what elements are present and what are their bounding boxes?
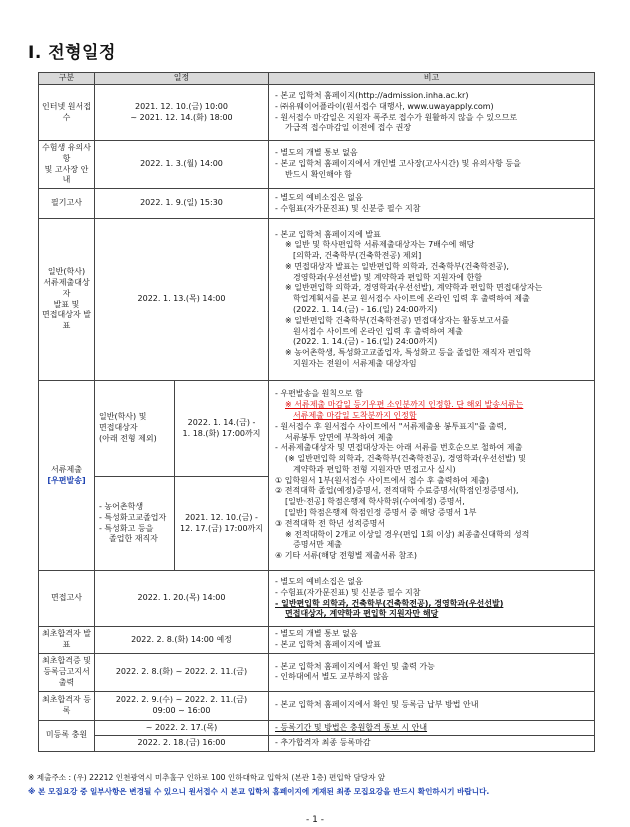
row-category: 필기고사 (39, 189, 95, 219)
remark-line: (※ 일반편입학 의학과, 건축학부(건축학전공), 경영학과(우선선발) 및 (285, 454, 527, 464)
date-line: ~ 2021. 12. 14.(화) 18:00 (130, 112, 233, 122)
remark-line: 서류봉투 앞면에 부착하여 제출 (285, 432, 394, 442)
remark-line: ※ 전적대학이 2개교 이상일 경우(편입 1회 이상) 최종출신대학의 성적 (285, 529, 530, 539)
remark-line: ※ 농어촌학생, 특성화고교졸업자, 특성화고 등을 졸업한 재직자 편입학 (285, 348, 531, 358)
remark-line: 지원자는 전원이 서류제출 대상자임 (293, 359, 417, 369)
schedule-table (38, 72, 595, 752)
date-line: 2021. 12. 10.(금) 10:00 (134, 101, 228, 111)
remark-warning: 서류제출 마감일 도착분까지 인정함 (293, 410, 417, 420)
remark-line: - 원서접수 후 원서접수 사이트에서 "서류제출용 봉투표지"를 출력, (275, 421, 507, 431)
table-row (39, 654, 595, 691)
remark-line: - ㈜유웨이어플라이(원서접수 대행사, www.uwayapply.com) (275, 101, 494, 111)
row-category (39, 219, 95, 381)
sub-date (175, 381, 269, 477)
remark-line: 반드시 확인해야 함 (285, 169, 352, 179)
row-date (95, 85, 269, 141)
remark-line: ※ 일반편입학 건축학부(건축학전공) 면접대상자는 활동보고서를 (285, 315, 510, 325)
row-date: 2022. 2. 8.(화) ~ 2022. 2. 11.(금) (95, 654, 269, 691)
row-category: 미등록 충원 (39, 720, 95, 752)
row-category: 면접고사 (39, 571, 95, 627)
table-row (39, 736, 595, 752)
remark-line: - 별도의 예비소집은 없음 (275, 192, 363, 202)
date-line: 2021. 12. 10.(금) - (185, 512, 258, 522)
category-line: 서류제출대상자 (43, 278, 90, 298)
remark-line: - 인하대에서 별도 교부하지 않음 (275, 672, 389, 682)
category-line: 수험생 유의사항 (42, 143, 91, 163)
row-category: 최초합격자 발표 (39, 627, 95, 654)
remark-line: [일반] 학점은행제 학점인정 증명서 중 해당 증명서 1부 (285, 508, 477, 518)
category-line: 및 고사장 안내 (44, 164, 89, 185)
table-header-row (39, 73, 595, 85)
change-notice: ※ 본 모집요강 중 일부사항은 변경될 수 있으니 원서접수 시 본교 입학처 홈페이지에 게재된 최종 모집요강을 반드시 확인하시기 바랍니다. (28, 787, 490, 796)
label-line: - 특성화고 등을 (99, 523, 154, 533)
remark-line: - 본교 입학처 홈페이지에서 개인별 고사장(고사시간) 및 유의사항 등을 (275, 159, 521, 169)
label-line: 면접대상자 (99, 423, 138, 433)
row-date: 2022. 2. 18.(금) 16:00 (95, 736, 269, 752)
table-row (39, 141, 595, 189)
remark-line: 경영학과(우선선발) 및 계약학과 편입학 지원자에 한함 (293, 272, 482, 282)
row-category: 인터넷 원서접수 (39, 85, 95, 141)
category-line: 면접대상자 발표 (42, 310, 91, 331)
remark-line: (2022. 1. 14.(금) - 16.(일) 24:00까지) (293, 305, 438, 315)
remark-line: - 별도의 개별 통보 없음 (275, 148, 358, 158)
row-remarks: - 추가합격자 최종 등록마감 (269, 736, 595, 752)
remark-line: ※ 면접대상자 발표는 일반편입학 의학과, 건축학부(건축학전공), (285, 261, 509, 271)
sub-label (95, 381, 175, 477)
category-line: 일반(학사) (47, 267, 86, 277)
table-row (39, 219, 595, 381)
row-remarks: - 본교 입학처 홈페이지에서 확인 및 등록금 납부 방법 안내 (269, 691, 595, 720)
table-row (39, 627, 595, 654)
row-remarks (269, 219, 595, 381)
row-remarks (269, 627, 595, 654)
remark-line: - 서류제출대상자 및 면접대상자는 아래 서류를 번호순으로 철하여 제출 (275, 443, 523, 453)
remark-line: [의학과, 건축학부(건축학전공) 제외] (293, 251, 422, 261)
remark-line: - 우편발송을 원칙으로 함 (275, 389, 363, 399)
row-category (39, 654, 95, 691)
row-remarks (269, 85, 595, 141)
remark-line: ※ 일반 및 학사편입학 서류제출대상자는 7배수에 해당 (285, 240, 475, 250)
remark-line: - 원서접수 마감일은 지원자 폭주로 접수가 원활하지 않을 수 있으므로 (275, 112, 518, 122)
row-remarks (269, 381, 595, 571)
remark-line: - 수험표(자가문진표) 및 신분증 필수 지참 (275, 587, 421, 597)
remark-line: - 본교 입학처 홈페이지에 발표 (275, 640, 381, 650)
category-line: 최초합격증 및 (42, 656, 91, 666)
date-line: 12. 17.(금) 17:00까지 (179, 523, 263, 533)
remark-line: ④ 기타 서류(해당 전형별 제출서류 참조) (275, 551, 418, 561)
row-remarks (269, 654, 595, 691)
header-remarks: 비고 (269, 73, 595, 85)
remark-emphasis: - 일반편입학 의학과, 건축학부(건축학전공), 경영학과(우선선발) (275, 598, 504, 608)
remark-line: - 별도의 개별 통보 없음 (275, 629, 358, 639)
remark-line: - 본교 입학처 홈페이지에서 확인 및 출력 가능 (275, 661, 435, 671)
mail-note: [우편발송] (47, 475, 86, 485)
header-schedule: 일정 (95, 73, 269, 85)
row-date: 2022. 1. 9.(일) 15:30 (95, 189, 269, 219)
remark-line: - 등록기간 및 방법은 충원합격 통보 시 안내 (275, 722, 428, 732)
remark-warning: ※ 서류제출 마감일 등기우편 소인분까지 인정함. 단 해외 발송서류는 (285, 400, 524, 410)
row-date: 2022. 1. 13.(목) 14:00 (95, 219, 269, 381)
row-category (39, 381, 95, 571)
page-number: - 1 - (306, 815, 324, 825)
label-line: 졸업한 재직자 (109, 534, 158, 544)
submission-address: ※ 제출주소 : (우) 22212 인천광역시 미추홀구 인하로 100 인하대학교 입학처 (본관 1층) 편입학 담당자 앞 (28, 773, 386, 782)
row-remarks (269, 571, 595, 627)
remark-line: (2022. 1. 14.(금) - 16.(일) 24:00까지) (293, 337, 438, 347)
row-date: 2022. 2. 8.(화) 14:00 예정 (95, 627, 269, 654)
table-row (39, 571, 595, 627)
date-line: 2022. 1. 14.(금) - (187, 417, 256, 427)
sub-label (95, 477, 175, 571)
page-title: Ⅰ. 전형일정 (28, 43, 116, 63)
date-line: 2022. 2. 9.(수) ~ 2022. 2. 11.(금) (115, 694, 248, 704)
row-date: ~ 2022. 2. 17.(목) (95, 720, 269, 736)
category-line: 서류제출 (51, 464, 82, 474)
remark-emphasis: 면접대상자, 계약학과 편입학 지원자만 해당 (285, 609, 439, 619)
label-line: - 농어촌학생 (99, 502, 144, 512)
table-row (39, 189, 595, 219)
row-remarks (269, 189, 595, 219)
remark-line: - 본교 입학처 홈페이지(http://admission.inha.ac.kr) (275, 90, 469, 100)
remark-line: ② 전적대학 졸업(예정)증명서, 전적대학 수료증명서(학점인정증명서), (275, 486, 519, 496)
remark-line: ① 입학원서 1부(원서접수 사이트에서 접수 후 출력하여 제출) (275, 475, 490, 485)
remark-line: 원서접수 사이트에 온라인 입력 후 출력하여 제출 (293, 326, 463, 336)
row-remarks (269, 720, 595, 736)
row-category (39, 141, 95, 189)
label-line: (아래 전형 제외) (99, 434, 157, 444)
date-line: 1. 18.(화) 17:00까지 (182, 428, 261, 438)
remark-line: ③ 전적대학 전 학년 성적증명서 (275, 518, 386, 528)
remark-line: 학업계획서를 본교 원서접수 사이트에 온라인 입력 후 출력하여 제출 (293, 294, 530, 304)
remark-line: - 본교 입학처 홈페이지에 발표 (275, 229, 381, 239)
header-category: 구분 (39, 73, 95, 85)
label-line: 일반(학사) 및 (99, 412, 147, 422)
row-date: 2022. 1. 3.(월) 14:00 (95, 141, 269, 189)
remark-line: 증명서만 제출 (293, 540, 342, 550)
row-category: 최초합격자 등록 (39, 691, 95, 720)
row-date (95, 691, 269, 720)
table-row (39, 381, 595, 477)
row-remarks (269, 141, 595, 189)
remark-line: [일반·전공] 학점은행제 학사학위(수여예정) 증명서, (285, 497, 465, 507)
table-row (39, 85, 595, 141)
category-line: 등록금고지서 출력 (43, 666, 90, 687)
category-line: 발표 및 (53, 299, 80, 309)
row-date: 2022. 1. 20.(목) 14:00 (95, 571, 269, 627)
table-row (39, 720, 595, 736)
remark-line: 가급적 접수마감일 이전에 접수 권장 (285, 123, 412, 133)
remark-line: ※ 일반편입학 의학과, 경영학과(우선선발), 계약학과 편입학 면접대상자는 (285, 283, 543, 293)
remark-line: - 수험표(자가문진표) 및 신분증 필수 지참 (275, 203, 421, 213)
table-row (39, 691, 595, 720)
sub-date (175, 477, 269, 571)
date-line: 09:00 ~ 16:00 (152, 705, 211, 715)
label-line: - 특성화고교졸업자 (99, 512, 167, 522)
remark-line: 계약학과 편입학 전형 지원자만 면접고사 실시) (293, 464, 456, 474)
remark-line: - 별도의 예비소집은 없음 (275, 577, 363, 587)
